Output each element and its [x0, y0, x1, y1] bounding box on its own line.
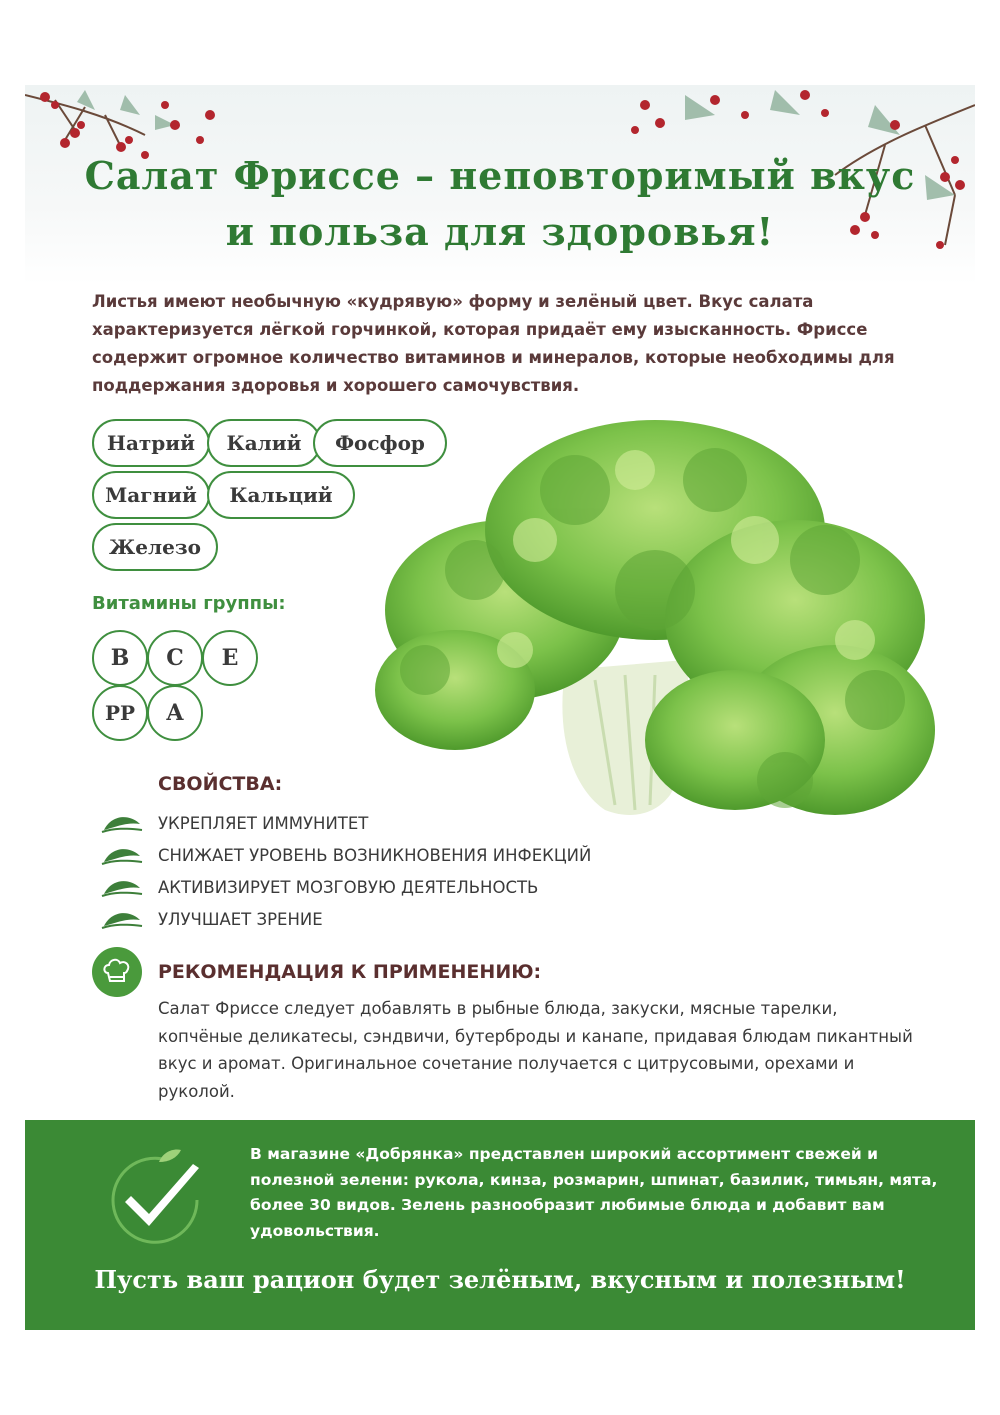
banner-text: В магазине «Добрянка» представлен широкий ассортимент свежей и полезной зелени: рукола, кинза, розмарин, шпинат, базилик, тимьян, мята, более 30 видов. Зелень разнообразит любимые блюда и добавит вам удовольствия.: [250, 1145, 938, 1240]
leaf-bullet-icon: [100, 874, 144, 900]
property-item: [100, 842, 591, 868]
leaf-bullet-icon: [100, 842, 144, 868]
store-banner: [25, 1120, 975, 1330]
property-text: СНИЖАЕТ УРОВЕНЬ ВОЗНИКНОВЕНИЯ ИНФЕКЦИЙ: [158, 845, 592, 865]
page-title-line1: Салат Фриссе – неповторимый вкус: [84, 153, 916, 198]
leaf-bullet-icon: [100, 810, 144, 836]
properties-title: СВОЙСТВА:: [158, 773, 283, 795]
mineral-pill-calcium: Кальций: [207, 471, 355, 519]
vitamins-label: Витамины группы:: [92, 593, 286, 614]
property-text: УЛУЧШАЕТ ЗРЕНИЕ: [158, 909, 323, 929]
property-item: [100, 810, 368, 836]
leaf-bullet-icon: [100, 906, 144, 932]
vitamin-circle-pp: РР: [92, 685, 148, 741]
property-item: [100, 906, 323, 932]
vitamin-circle-c: С: [147, 630, 203, 686]
mineral-pill-magnesium: Магний: [92, 471, 210, 519]
property-text: АКТИВИЗИРУЕТ МОЗГОВУЮ ДЕЯТЕЛЬНОСТЬ: [158, 877, 539, 897]
mineral-pill-potassium: Калий: [207, 419, 321, 467]
lettuce-image: [355, 410, 945, 855]
property-item: [100, 874, 538, 900]
banner-slogan: Пусть ваш рацион будет зелёным, вкусным и полезным!: [94, 1265, 906, 1294]
chef-hat-icon: [92, 947, 142, 997]
recommendation-title: РЕКОМЕНДАЦИЯ К ПРИМЕНЕНИЮ:: [158, 961, 542, 983]
property-text: УКРЕПЛЯЕТ ИММУНИТЕТ: [158, 813, 369, 833]
checkmark-icon: [97, 1140, 217, 1260]
mineral-pill-iron: Железо: [92, 523, 218, 571]
poster: [25, 85, 975, 1330]
page-title-line2: и польза для здоровья!: [225, 209, 775, 254]
mineral-pill-sodium: Натрий: [92, 419, 210, 467]
mineral-pill-phosphorus: Фосфор: [313, 419, 447, 467]
recommendation-text: Салат Фриссе следует добавлять в рыбные блюда, закуски, мясные тарелки, копчёные деликатесы, сэндвичи, бутерброды и канапе, придавая блюдам пикантный вкус и аромат. Оригинальное сочетание получается с цитрусовыми, орехами и руколой.: [158, 999, 913, 1101]
intro-paragraph: Листья имеют необычную «кудрявую» форму и зелёный цвет. Вкус салата характеризуется лёгкой горчинкой, которая придаёт ему изысканность. Фриссе содержит огромное количество витаминов и минералов, которые необходимы для поддержания здоровья и хорошего самочувствия.: [92, 292, 895, 395]
vitamin-circle-b: В: [92, 630, 148, 686]
vitamin-circle-a: А: [147, 685, 203, 741]
vitamin-circle-e: Е: [202, 630, 258, 686]
